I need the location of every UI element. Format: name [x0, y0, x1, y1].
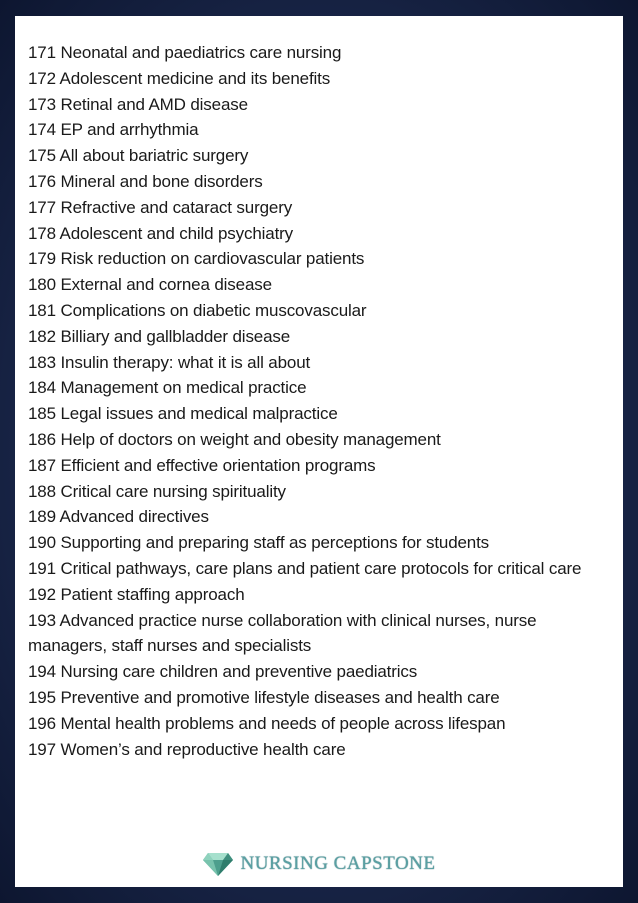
list-item: 196 Mental health problems and needs of people across lifespan	[28, 713, 506, 733]
list-item: 178 Adolescent and child psychiatry	[28, 223, 294, 243]
list-item: 190 Supporting and preparing staff as perceptions for students	[28, 533, 490, 553]
list-item: 185 Legal issues and medical malpractice	[28, 404, 338, 424]
list-item: 173 Retinal and AMD disease	[28, 94, 248, 114]
list-item: 189 Advanced directives	[28, 507, 209, 527]
list-item: 180 External and cornea disease	[28, 275, 272, 295]
list-item: 197 Women’s and reproductive health care	[28, 739, 346, 759]
brand-name: NURSING CAPSTONE	[240, 853, 436, 874]
list-item: 184 Management on medical practice	[28, 378, 307, 398]
list-item: 172 Adolescent medicine and its benefits	[28, 68, 331, 88]
list-item: 174 EP and arrhythmia	[28, 120, 199, 140]
document-page	[15, 16, 623, 887]
list-item: 187 Efficient and effective orientation programs	[28, 455, 376, 475]
list-item: 175 All about bariatric surgery	[28, 146, 249, 166]
list-item: 186 Help of doctors on weight and obesity management	[28, 429, 441, 449]
list-item: 195 Preventive and promotive lifestyle diseases and health care	[28, 687, 500, 707]
list-item: 192 Patient staffing approach	[28, 584, 245, 604]
list-item: 194 Nursing care children and preventive paediatrics	[28, 662, 418, 682]
list-item: 179 Risk reduction on cardiovascular patients	[28, 249, 365, 269]
list-item: 176 Mineral and bone disorders	[28, 171, 263, 191]
list-item: 182 Billiary and gallbladder disease	[28, 326, 291, 346]
list-item: 183 Insulin therapy: what it is all about	[28, 352, 311, 372]
list-item: 181 Complications on diabetic muscovascular	[28, 300, 367, 320]
footer-brand	[15, 851, 623, 877]
list-item: 193 Advanced practice nurse collaboration with clinical nurses, nurse managers, staff nurses and specialists	[28, 610, 537, 656]
diamond-icon	[202, 851, 234, 877]
list-item: 191 Critical pathways, care plans and patient care protocols for critical care	[28, 558, 582, 578]
list-item: 177 Refractive and cataract surgery	[28, 197, 293, 217]
topic-list	[28, 40, 611, 762]
list-item: 171 Neonatal and paediatrics care nursing	[28, 43, 342, 62]
list-item: 188 Critical care nursing spirituality	[28, 481, 286, 501]
